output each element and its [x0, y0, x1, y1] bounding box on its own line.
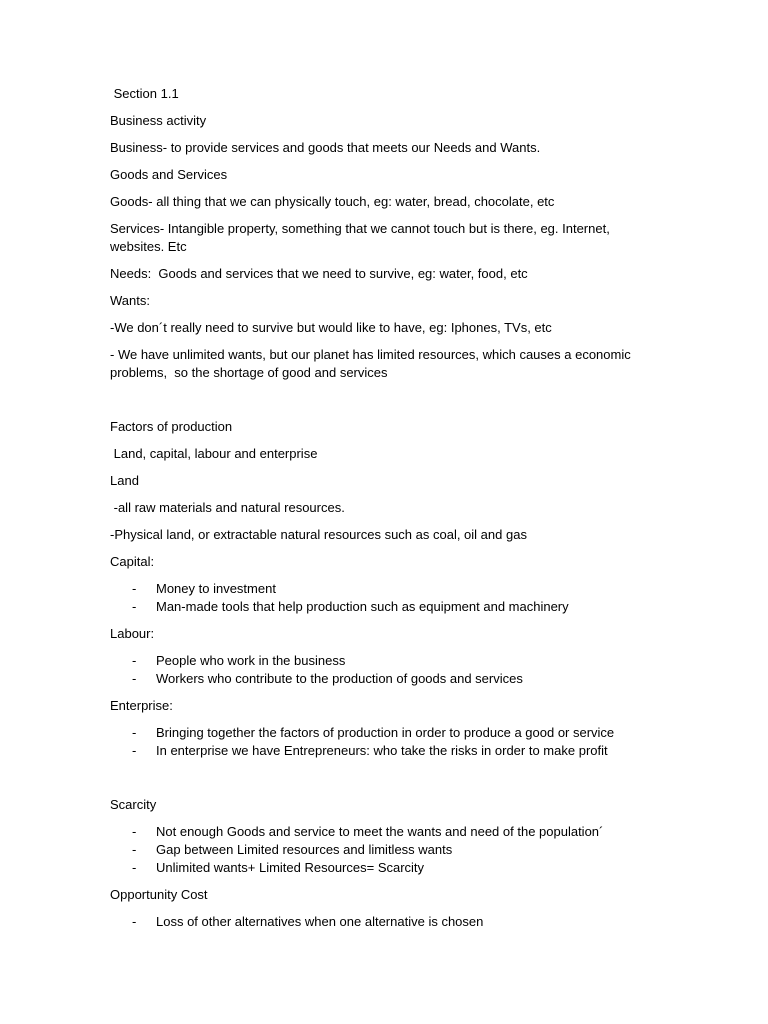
blank-line [110, 769, 650, 796]
list-marker: - [132, 653, 137, 668]
paragraph: Section 1.1 [110, 86, 179, 101]
list-marker: - [132, 824, 137, 839]
paragraph: Opportunity Cost [110, 887, 208, 902]
list-item [110, 652, 650, 670]
dash-list [110, 724, 650, 760]
list-item [110, 670, 650, 688]
list-item [110, 841, 650, 859]
list-item-text: Workers who contribute to the production of goods and services [156, 671, 523, 686]
list-item-text: People who work in the business [156, 653, 346, 668]
paragraph: Capital: [110, 554, 155, 569]
list-marker: - [132, 860, 137, 875]
paragraph: Labour: [110, 626, 155, 641]
list-item-text: Man-made tools that help production such as equipment and machinery [156, 599, 569, 614]
list-item-text: Gap between Limited resources and limitless wants [156, 842, 453, 857]
list-item [110, 742, 650, 760]
list-item-text: Unlimited wants+ Limited Resources= Scarcity [156, 860, 425, 875]
dash-list [110, 652, 650, 688]
dash-list [110, 580, 650, 616]
paragraph: - We have unlimited wants, but our planet has limited resources, which causes a economic problems, so the shortage of good and services [110, 347, 635, 380]
paragraph: Needs: Goods and services that we need to survive, eg: water, food, etc [110, 266, 528, 281]
paragraph: Land [110, 473, 139, 488]
paragraph: Services- Intangible property, something that we cannot touch but is there, eg. Internet, websites. Etc [110, 221, 614, 254]
list-item [110, 913, 650, 931]
list-item-text: Bringing together the factors of production in order to produce a good or service [156, 725, 615, 740]
dash-list [110, 823, 650, 877]
list-item [110, 598, 650, 616]
list-item [110, 859, 650, 877]
list-item-text: Loss of other alternatives when one alternative is chosen [156, 914, 484, 929]
paragraph: -Physical land, or extractable natural resources such as coal, oil and gas [110, 527, 527, 542]
dash-list [110, 913, 650, 931]
paragraph: Goods- all thing that we can physically touch, eg: water, bread, chocolate, etc [110, 194, 555, 209]
paragraph: Wants: [110, 293, 150, 308]
list-item [110, 724, 650, 742]
list-marker: - [132, 599, 137, 614]
document-body [110, 85, 650, 940]
list-marker: - [132, 725, 137, 740]
list-marker: - [132, 671, 137, 686]
paragraph: -all raw materials and natural resources. [110, 500, 345, 515]
paragraph: Business- to provide services and goods that meets our Needs and Wants. [110, 140, 541, 155]
paragraph: Goods and Services [110, 167, 228, 182]
blank-line [110, 391, 650, 418]
paragraph: Land, capital, labour and enterprise [110, 446, 318, 461]
paragraph: Factors of production [110, 419, 233, 434]
list-marker: - [132, 842, 137, 857]
paragraph: Scarcity [110, 797, 157, 812]
list-marker: - [132, 914, 137, 929]
list-marker: - [132, 743, 137, 758]
paragraph: -We don´t really need to survive but would like to have, eg: Iphones, TVs, etc [110, 320, 552, 335]
paragraph: Business activity [110, 113, 207, 128]
list-item [110, 823, 650, 841]
list-item [110, 580, 650, 598]
list-item-text: Not enough Goods and service to meet the wants and need of the population´ [156, 824, 604, 839]
paragraph: Enterprise: [110, 698, 173, 713]
list-marker: - [132, 581, 137, 596]
list-item-text: Money to investment [156, 581, 276, 596]
list-item-text: In enterprise we have Entrepreneurs: who take the risks in order to make profit [156, 743, 608, 758]
